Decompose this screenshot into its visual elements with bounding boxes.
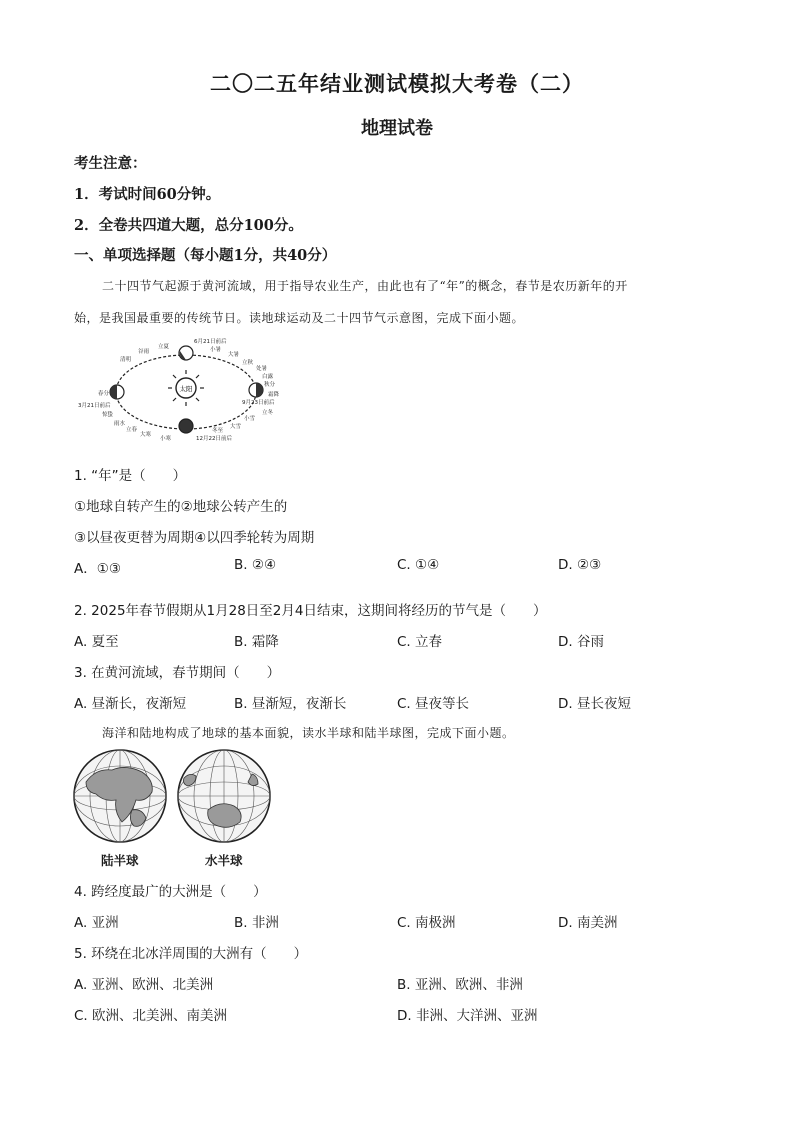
term-label: 白露 (262, 374, 274, 380)
q2-stem: 2. 2025年春节假期从1月28日至2月4日结束，这期间将经历的节气是（ ） (74, 603, 547, 619)
land-hemisphere-globe-icon (74, 750, 166, 842)
passage-1-line-2: 始，是我国最重要的传统节日。读地球运动及二十四节气示意图，完成下面小题。 (74, 311, 525, 325)
term-label: 3月21日前后 (78, 403, 111, 409)
q3-option-b[interactable]: B. 昼渐短，夜渐长 (234, 696, 347, 712)
q1-option-b[interactable]: B. ②④ (234, 557, 277, 573)
term-label: 清明 (120, 357, 132, 363)
q4-option-c[interactable]: C. 南极洲 (397, 915, 456, 931)
q3-stem: 3. 在黄河流域，春节期间（ ） (74, 665, 281, 681)
passage-2-line-1: 海洋和陆地构成了地球的基本面貌，读水半球和陆半球图，完成下面小题。 (102, 726, 515, 740)
q1-statement-1: ①地球自转产生的②地球公转产生的 (74, 499, 288, 515)
term-label: 惊蛰 (102, 412, 114, 418)
q4-option-b[interactable]: B. 非洲 (234, 915, 279, 931)
term-label: 大暑 (228, 352, 240, 358)
q4-option-d[interactable]: D. 南美洲 (558, 915, 618, 931)
term-label: 6月21日前后 (194, 339, 227, 345)
notice-item-1: 1．考试时间60分钟。 (74, 186, 221, 203)
term-label: 处暑 (256, 366, 268, 372)
term-label: 大雪 (230, 424, 242, 430)
caption-land-hemisphere: 陆半球 (101, 853, 139, 868)
q2-option-b[interactable]: B. 霜降 (234, 634, 279, 650)
term-label: 9月23日前后 (242, 400, 275, 406)
term-label: 小暑 (210, 347, 222, 353)
term-label: 立秋 (242, 360, 254, 366)
q3-option-a[interactable]: A. 昼渐长，夜渐短 (74, 696, 187, 712)
q4-option-a[interactable]: A. 亚洲 (74, 915, 119, 931)
sun-icon (168, 370, 204, 406)
q5-option-a[interactable]: A. 亚洲、欧洲、北美洲 (74, 977, 214, 993)
water-hemisphere-globe-icon (178, 750, 270, 842)
exam-title: 二〇二五年结业测试模拟大考卷（二） (210, 71, 584, 96)
sun-label: 太阳 (179, 385, 193, 393)
q2-option-d[interactable]: D. 谷雨 (558, 634, 604, 650)
q1-option-c[interactable]: C. ①④ (397, 557, 440, 573)
q2-option-a[interactable]: A. 夏至 (74, 634, 119, 650)
q5-stem: 5. 环绕在北冰洋周围的大洲有（ ） (74, 946, 308, 962)
caption-water-hemisphere: 水半球 (205, 853, 243, 868)
term-label: 立夏 (158, 344, 170, 350)
q3-option-c[interactable]: C. 昼夜等长 (397, 696, 470, 712)
term-label: 谷雨 (138, 349, 150, 355)
term-label: 立春 (126, 427, 138, 433)
orbit-solar-terms-figure (72, 334, 304, 446)
term-label: 小雪 (244, 416, 256, 422)
notice-heading: 考生注意： (74, 155, 147, 172)
term-label: 立冬 (262, 410, 274, 416)
term-label: 秋分 (264, 382, 276, 388)
q1-option-d[interactable]: D. ②③ (558, 557, 602, 573)
passage-1-line-1: 二十四节气起源于黄河流域，用于指导农业生产，由此也有了“年”的概念，春节是农历新年的开 (102, 279, 628, 293)
term-label: 霜降 (268, 392, 280, 398)
q5-option-d[interactable]: D. 非洲、大洋洲、亚洲 (397, 1008, 538, 1024)
q5-option-b[interactable]: B. 亚洲、欧洲、非洲 (397, 977, 523, 993)
section-1-heading: 一、单项选择题（每小题1分，共40分） (74, 247, 337, 264)
term-label: 小寒 (160, 436, 172, 442)
exam-subtitle: 地理试卷 (361, 118, 433, 139)
q1-statement-2: ③以昼夜更替为周期④以四季轮转为周期 (74, 530, 315, 546)
hemispheres-figure (72, 748, 274, 844)
q3-option-d[interactable]: D. 昼长夜短 (558, 696, 631, 712)
term-label: 雨水 (114, 421, 126, 427)
q5-option-c[interactable]: C. 欧洲、北美洲、南美洲 (74, 1008, 228, 1024)
term-label: 冬至 (212, 428, 224, 434)
notice-item-2: 2．全卷共四道大题，总分100分。 (74, 217, 303, 234)
term-label: 大寒 (140, 432, 152, 438)
q1-stem: 1. “年”是（ ） (74, 468, 187, 484)
q2-option-c[interactable]: C. 立春 (397, 634, 443, 650)
term-label: 春分 (98, 391, 110, 397)
q1-option-a[interactable]: A．①③ (74, 561, 121, 577)
term-label: 12月22日前后 (196, 436, 232, 442)
q4-stem: 4. 跨经度最广的大洲是（ ） (74, 884, 267, 900)
